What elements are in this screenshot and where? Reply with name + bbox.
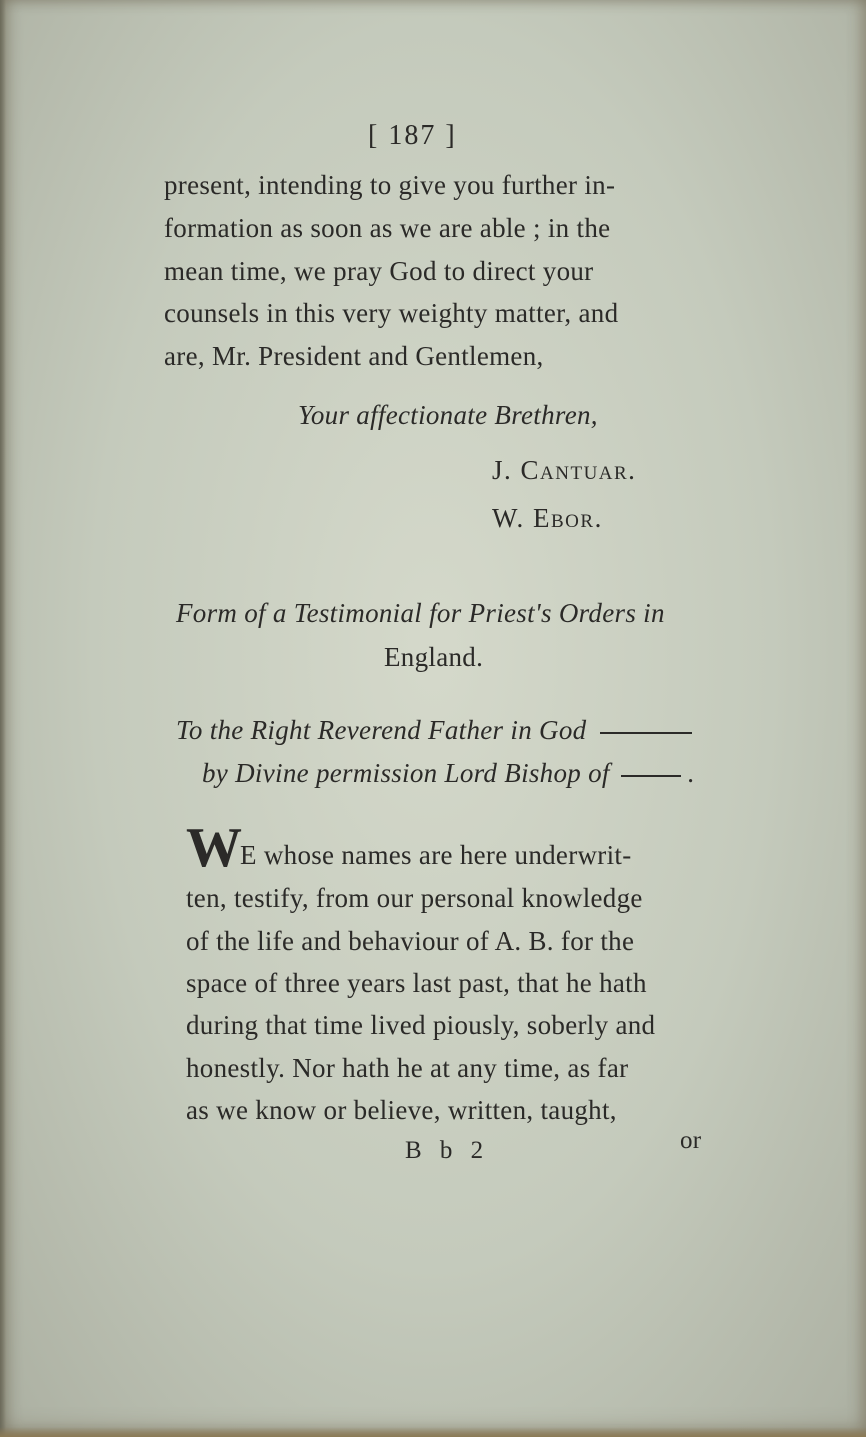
address-line-1-text: To the Right Reverend Father in God (176, 715, 587, 745)
section-title-line-2: England. (384, 642, 484, 672)
address-blank-line-2 (621, 775, 681, 777)
address-blank-line-1 (600, 732, 692, 734)
signature-mark: B b 2 (405, 1137, 490, 1164)
salutation: Your affectionate Brethren, (298, 400, 598, 430)
letter-line-4: counsels in this very weighty matter, and (164, 298, 619, 328)
letter-line-2: formation as soon as we are able ; in the (164, 213, 611, 243)
body-line-7: as we know or believe, written, taught, (186, 1095, 617, 1125)
letter-line-1: present, intending to give you further in- (164, 170, 616, 200)
body-line-4: space of three years last past, that he hath (186, 968, 647, 998)
address-end-mark: . (687, 758, 695, 788)
page-number: [ 187 ] (368, 120, 457, 151)
address-line-2 (202, 758, 695, 789)
body-line-2: ten, testify, from our personal knowledge (186, 883, 643, 913)
page-left-edge-shadow (0, 0, 6, 1437)
address-line-2-text: by Divine permission Lord Bishop of (202, 758, 610, 788)
section-title-line-1: Form of a Testimonial for Priest's Orders in (176, 598, 665, 628)
catchword: or (680, 1127, 702, 1154)
letter-line-3: mean time, we pray God to direct your (164, 256, 594, 286)
body-line-1: E whose names are here underwrit- (240, 840, 632, 870)
signature-cantuar: J. Cantuar. (492, 455, 637, 485)
drop-capital: W (186, 817, 242, 879)
page-bottom-edge-stain (0, 1427, 866, 1437)
body-line-5: during that time lived piously, soberly and (186, 1010, 656, 1040)
body-line-3: of the life and behaviour of A. B. for the (186, 926, 635, 956)
address-line-1 (176, 715, 692, 746)
signature-ebor: W. Ebor. (492, 503, 603, 533)
letter-line-5: are, Mr. President and Gentlemen, (164, 341, 544, 371)
body-line-6: honestly. Nor hath he at any time, as far (186, 1053, 629, 1083)
